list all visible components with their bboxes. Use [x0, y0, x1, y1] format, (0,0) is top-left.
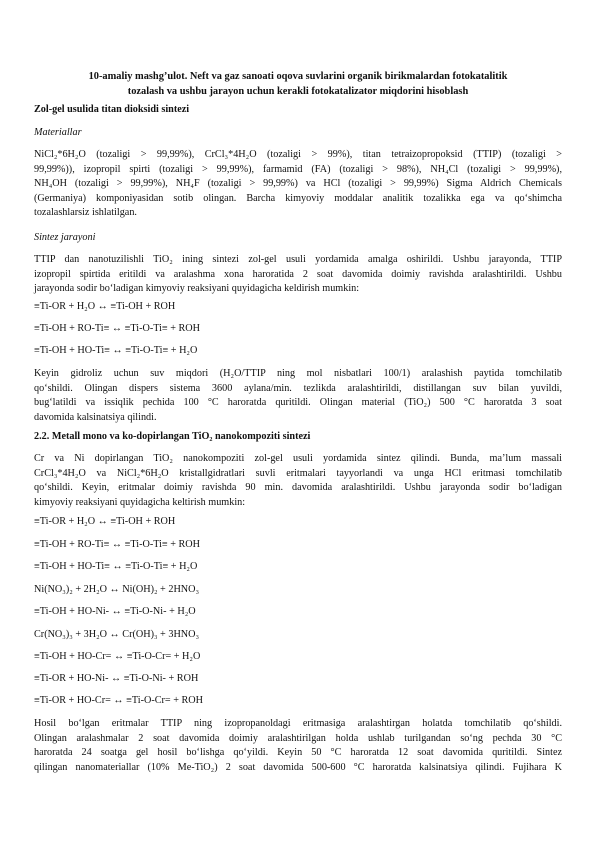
materials-line: 99,99%)), izopropil spirti (tozaligi > 99,99%), farmamid (FA) (tozaligi > 98%), NH₄Cl (tozaligi > 99,99%), [34, 163, 562, 175]
final-line: Hosil bo‘lgan eritmalar TTIP ning izopropanoldagi eritmasiga aralashtirgan holatda tomchilatib qo‘shildi. [34, 718, 562, 729]
title-line-1: 10-amaliy mashg’ulot. Neft va gaz sanoati oqova suvlarini organik birikmalardan fotokatalitik [88, 71, 508, 82]
reaction-equation: Ni(NO₃)₂ + 2H₂O ↔ Ni(OH)₂ + 2HNO₃ [34, 584, 200, 595]
materials-line: NiCl₂*6H₂O (tozaligi > 99,99%), CrCl₃*4H₂O (tozaligi > 99%), titan tetraizopropoksid (TTIP) (tozaligi > [34, 149, 562, 160]
process-line: jarayonda sodir bo‘ladigan kimyoviy reaksiyani quyidagicha keldirish mumkin: [34, 283, 360, 295]
section2-heading: 2.2. Metall mono va ko-dopirlangan TiO₂ nanokompoziti sintezi [34, 431, 311, 442]
doping-paragraph [34, 452, 562, 510]
page-title [40, 70, 556, 99]
reaction-equation: ≡Ti-OR + HO-Cr= ↔ ≡Ti-O-Cr= + ROH [34, 695, 204, 706]
process-paragraph [34, 253, 562, 297]
reaction-equation: ≡Ti-OR + H₂O ↔ ≡Ti-OH + ROH [34, 301, 176, 312]
reaction-equation: ≡Ti-OH + RO-Ti≡ ↔ ≡Ti-O-Ti≡ + ROH [34, 539, 201, 550]
reaction-equation: ≡Ti-OH + RO-Ti≡ ↔ ≡Ti-O-Ti≡ + ROH [34, 323, 201, 334]
materials-heading: Materiallar [34, 127, 82, 138]
final-paragraph [34, 717, 562, 775]
reaction-equation: ≡Ti-OH + HO-Ti≡ ↔ ≡Ti-O-Ti≡ + H₂O [34, 561, 198, 572]
doping-line: CrCl₃*4H₂O va NiCl₂*6H₂O kristallgidratlari suvli eritmalari tayyorlandi va unga HCl eritmasi tomchilatib [34, 467, 562, 479]
process-heading: Sintez jarayoni [34, 232, 96, 243]
final-line: Olingan aralashmalar 2 soat davomida doimiy aralashtirilgan holda ushlab turilgandan so‘ng pechda 30 °C [34, 732, 562, 744]
materials-line: (Germaniya) komponiyasidan sotib olingan. Barcha kimyoviy moddalar analitik tozalikka ega va qo‘shimcha [34, 192, 562, 204]
materials-paragraph [34, 148, 562, 221]
hydrolysis-paragraph [34, 367, 562, 425]
hydrolysis-line: bug‘latildi va issiqlik pechida 100 °C haroratda quritildi. Olingan material (TiO₂) 500 °C haroratda 3 soat [34, 397, 562, 409]
hydrolysis-line: qo‘shildi. Olingan dispers sistema 3600 aylana/min. tezlikda aralashtirildi, distillangan suv bilan yuvildi, [34, 382, 562, 394]
reaction-equation: Cr(NO₃)₃ + 3H₂O ↔ Cr(OH)₃ + 3HNO₃ [34, 629, 200, 640]
reaction-equation: ≡Ti-OR + HO-Ni- ↔ ≡Ti-O-Ni- + ROH [34, 673, 199, 684]
hydrolysis-line: davomida kalsinatsiya qilindi. [34, 411, 157, 423]
section1-heading: Zol-gel usulida titan dioksidi sintezi [34, 104, 190, 115]
final-line: qilingan nanomateriallar (10% Me-TiO₂) 2 soat davomida 500-600 °C haroratda kalsinatsiya qilindi. Fujihara K [34, 761, 562, 773]
reaction-equation: ≡Ti-OH + HO-Ni- ↔ ≡Ti-O-Ni- + H₂O [34, 606, 196, 617]
reaction-equation: ≡Ti-OH + HO-Cr= ↔ ≡Ti-O-Cr= + H₂O [34, 651, 201, 662]
materials-line: tozalashlarsiz ishlatilgan. [34, 207, 137, 219]
reaction-equation: ≡Ti-OR + H₂O ↔ ≡Ti-OH + ROH [34, 516, 176, 527]
title-line-2: tozalash va ushbu jarayon uchun kerakli fotokatalizator miqdorini hisoblash [127, 85, 469, 97]
materials-line: NH₄OH (tozaligi > 99,99%), NH₄F (tozaligi > 99,99%) va HCl (tozaligi > 99,99%) Sigma Aldrich Chemicals [34, 178, 562, 190]
reaction-equation: ≡Ti-OH + HO-Ti≡ ↔ ≡Ti-O-Ti≡ + H₂O [34, 345, 198, 356]
process-line: izopropil spirtida eritildi va aralashma xona haroratida 2 soat davomida doimiy ravishda aralashtirildi. Ushbu [34, 268, 562, 280]
process-line: TTIP dan nanotuzilishli TiO₂ ining sintezi zol-gel usuli yordamida amalga oshirildi. Ushbu jarayonda, TTIP [34, 254, 562, 265]
doping-line: kimyoviy reaksiyani quyidagicha keltirish mumkin: [34, 496, 246, 508]
final-line: haroratda 24 soatga gel hosil bo‘lishga qo‘yildi. Keyin 50 °C haroratda 12 soat davomida quritildi. Sintez [34, 747, 562, 759]
hydrolysis-line: Keyin gidroliz uchun suv miqdori (H₂O/TTIP ning mol nisbatlari 100/1) aralashish paytida tomchilatib [34, 368, 562, 379]
doping-line: Cr va Ni dopirlangan TiO₂ nanokompoziti zol-gel usuli yordamida sintez qilindi. Bunda, ma’lum massali [34, 453, 562, 464]
doping-line: qo‘shildi. Keyin, eritmalar doimiy ravishda 90 min. davomida aralashtirildi. Ushbu jarayonda sodir bo‘ladigan [34, 482, 562, 494]
